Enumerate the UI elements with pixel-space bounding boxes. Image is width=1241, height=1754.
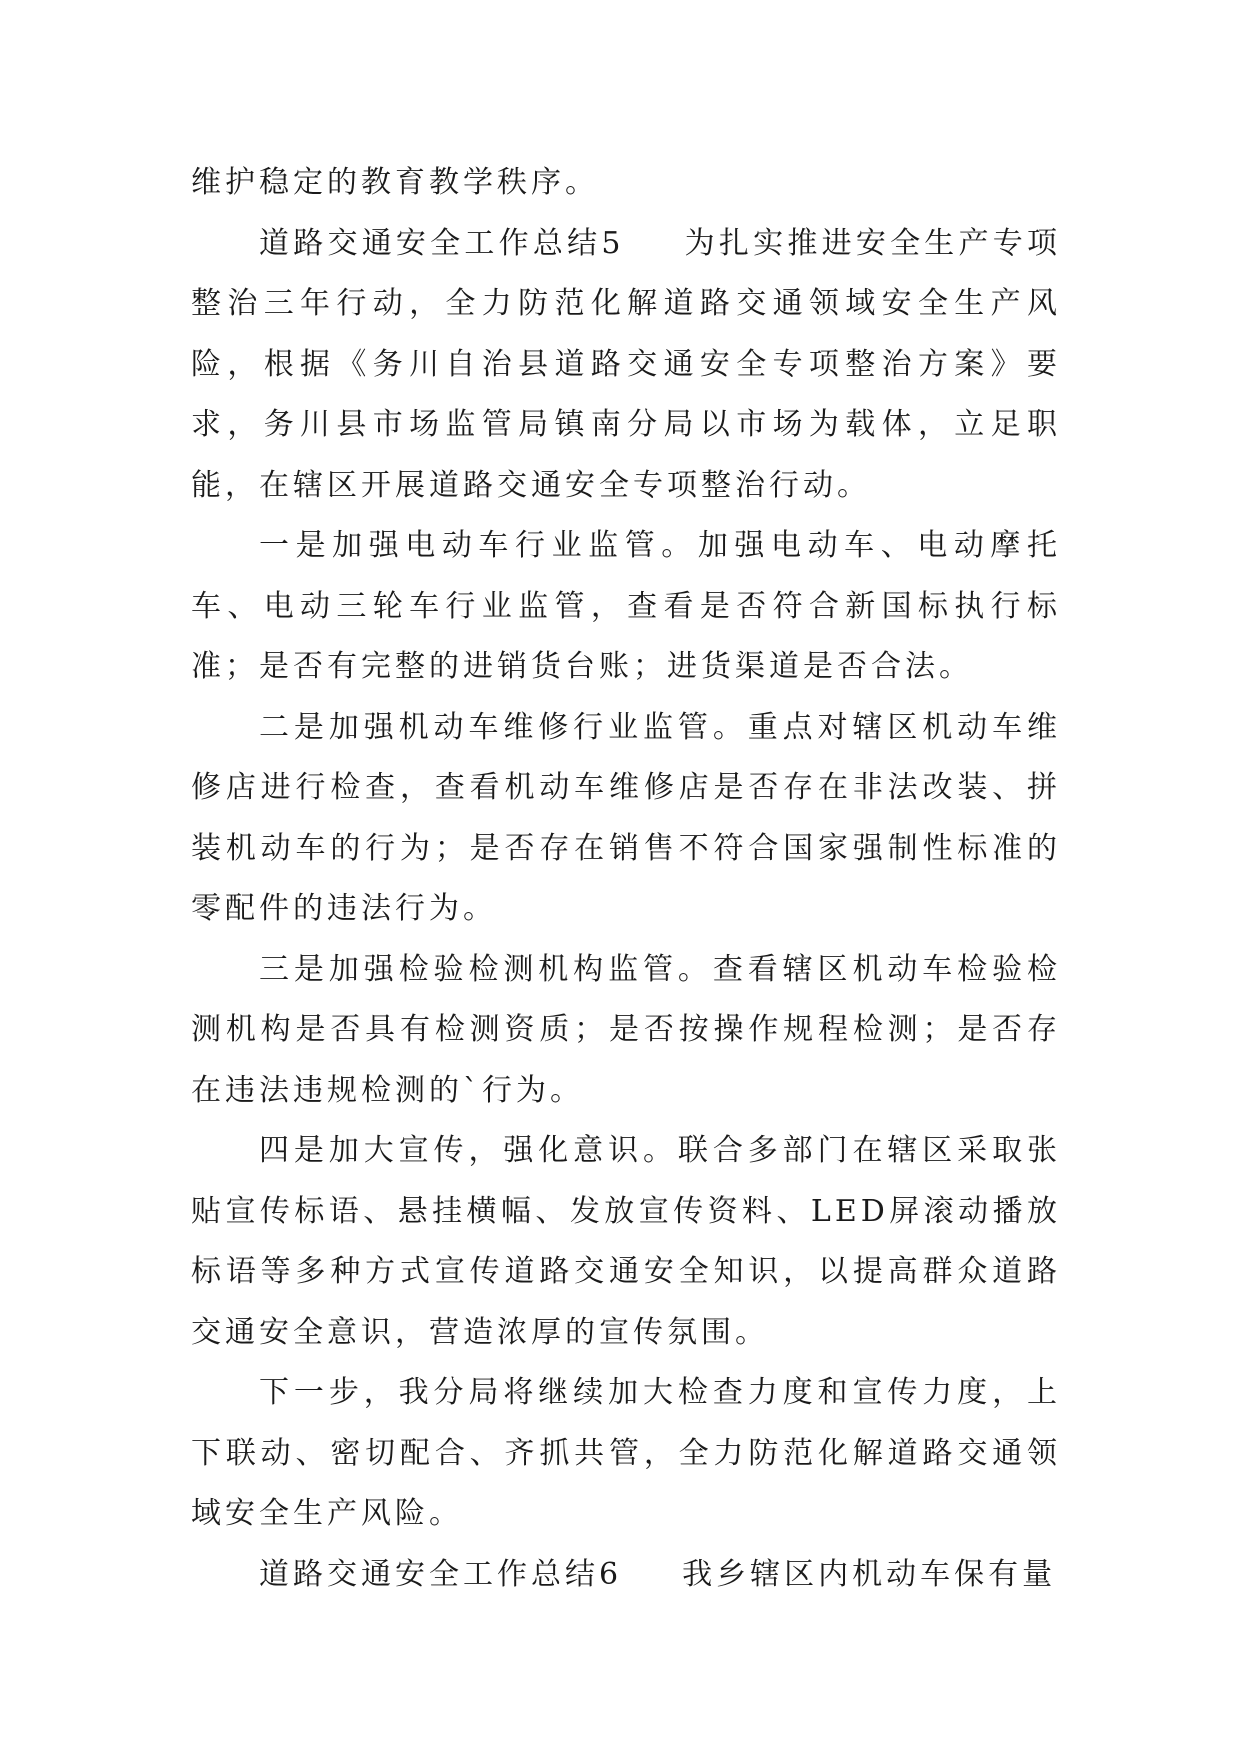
- paragraph-text: 二是加强机动车维修行业监管。重点对辖区机动车维修店进行检查，查看机动车维修店是否存在非法改装、拼装机动车的行为；是否存在销售不符合国家强制性标准的零配件的违法行为。: [191, 709, 1061, 926]
- section-heading: 道路交通安全工作总结6: [259, 1556, 623, 1592]
- paragraph-text: 我乡辖区内机动车保有量: [682, 1556, 1057, 1592]
- paragraph-1: [191, 153, 1061, 214]
- paragraph-3: [191, 516, 1061, 698]
- paragraph-text: 一是加强电动车行业监管。加强电动车、电动摩托车、电动三轮车行业监管，查看是否符合新国标执行标准；是否有完整的进销货台账；进货渠道是否合法。: [191, 528, 1061, 684]
- paragraph-text: 三是加强检验检测机构监管。查看辖区机动车检验检测机构是否具有检测资质；是否按操作规程检测；是否存在违法违规检测的`行为。: [191, 951, 1061, 1108]
- paragraph-2: [191, 214, 1061, 517]
- paragraph-4: [191, 698, 1061, 940]
- paragraph-text: 下一步，我分局将继续加大检查力度和宣传力度，上下联动、密切配合、齐抓共管，全力防范化解道路交通领域安全生产风险。: [191, 1375, 1061, 1531]
- paragraph-text: 四是加大宣传，强化意识。联合多部门在辖区采取张贴宣传标语、悬挂横幅、发放宣传资料、LED屏滚动播放标语等多种方式宣传道路交通安全知识，以提高群众道路交通安全意识，营造浓厚的宣传氛围。: [191, 1133, 1061, 1350]
- paragraph-text: 维护稳定的教育教学秩序。: [191, 165, 599, 200]
- document-body: [191, 153, 1061, 1605]
- paragraph-5: [191, 940, 1061, 1122]
- paragraph-7: [191, 1363, 1061, 1545]
- paragraph-8: [191, 1545, 1061, 1606]
- section-heading: 道路交通安全工作总结5: [259, 225, 625, 261]
- paragraph-6: [191, 1121, 1061, 1363]
- paragraph-text: 为扎实推进安全生产专项整治三年行动，全力防范化解道路交通领域安全生产风险，根据《务川自治县道路交通安全专项整治方案》要求，务川县市场监管局镇南分局以市场为载体，立足职能，在辖区开展道路交通安全专项整治行动。: [191, 225, 1062, 503]
